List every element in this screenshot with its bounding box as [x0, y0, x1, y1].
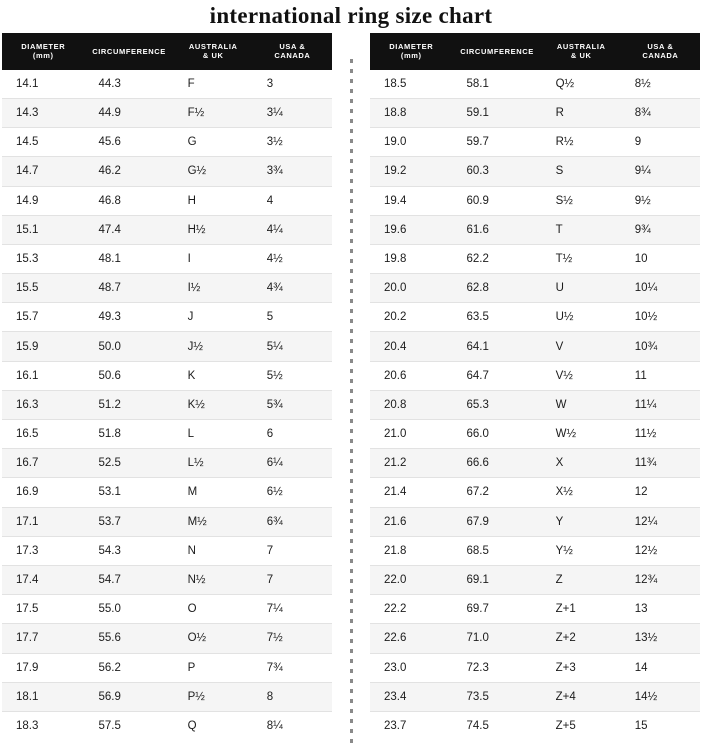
- cell-diameter: 19.4: [370, 186, 453, 215]
- column-header-diameter-sub: (mm): [32, 51, 54, 61]
- table-row: [370, 420, 700, 449]
- cell-diameter: 20.0: [370, 274, 453, 303]
- cell-diameter: 16.3: [2, 390, 85, 419]
- cell-circumference: 64.7: [453, 361, 542, 390]
- cell-diameter: 23.4: [370, 682, 453, 711]
- cell-usa-canada: 4¾: [253, 274, 332, 303]
- cell-australia-uk: R: [542, 98, 621, 127]
- cell-circumference: 54.7: [85, 565, 174, 594]
- table-row: [2, 507, 332, 536]
- table-row: [370, 682, 700, 711]
- table-row: [370, 128, 700, 157]
- cell-australia-uk: G: [174, 128, 253, 157]
- table-row: [370, 244, 700, 273]
- cell-australia-uk: H½: [174, 215, 253, 244]
- table-row: [2, 653, 332, 682]
- cell-usa-canada: 11: [621, 361, 700, 390]
- cell-diameter: 23.0: [370, 653, 453, 682]
- cell-australia-uk: Z+2: [542, 624, 621, 653]
- cell-australia-uk: P½: [174, 682, 253, 711]
- column-header-diameter-main: DIAMETER: [21, 42, 66, 51]
- cell-circumference: 64.1: [453, 332, 542, 361]
- cell-usa-canada: 7¾: [253, 653, 332, 682]
- column-header-australia-uk-sub: & UK: [570, 51, 592, 61]
- cell-circumference: 54.3: [85, 536, 174, 565]
- cell-diameter: 14.5: [2, 128, 85, 157]
- cell-diameter: 20.2: [370, 303, 453, 332]
- cell-diameter: 16.9: [2, 478, 85, 507]
- cell-usa-canada: 11½: [621, 420, 700, 449]
- right-table-wrap: [370, 33, 700, 740]
- table-row: [2, 274, 332, 303]
- cell-usa-canada: 8: [253, 682, 332, 711]
- cell-usa-canada: 9¼: [621, 157, 700, 186]
- cell-circumference: 63.5: [453, 303, 542, 332]
- table-row: [370, 390, 700, 419]
- cell-australia-uk: F: [174, 70, 253, 99]
- table-row: [2, 244, 332, 273]
- table-row: [2, 157, 332, 186]
- left-table-body: [2, 70, 332, 740]
- cell-diameter: 20.4: [370, 332, 453, 361]
- cell-usa-canada: 10½: [621, 303, 700, 332]
- cell-usa-canada: 13: [621, 595, 700, 624]
- header-row: [2, 33, 332, 70]
- column-header-australia-uk-main: AUSTRALIA: [188, 42, 238, 51]
- cell-circumference: 46.2: [85, 157, 174, 186]
- table-row: [370, 565, 700, 594]
- cell-usa-canada: 11¾: [621, 449, 700, 478]
- cell-usa-canada: 5¾: [253, 390, 332, 419]
- cell-diameter: 14.1: [2, 70, 85, 99]
- cell-australia-uk: T½: [542, 244, 621, 273]
- cell-diameter: 15.3: [2, 244, 85, 273]
- column-header-usa-canada-main: USA &: [279, 42, 306, 51]
- cell-diameter: 14.3: [2, 98, 85, 127]
- cell-australia-uk: U½: [542, 303, 621, 332]
- cell-diameter: 15.7: [2, 303, 85, 332]
- cell-usa-canada: 12½: [621, 536, 700, 565]
- cell-usa-canada: 4¼: [253, 215, 332, 244]
- cell-usa-canada: 3¼: [253, 98, 332, 127]
- cell-australia-uk: V½: [542, 361, 621, 390]
- cell-australia-uk: L½: [174, 449, 253, 478]
- column-header-usa-canada-sub: CANADA: [642, 51, 679, 61]
- cell-circumference: 61.6: [453, 215, 542, 244]
- cell-usa-canada: 4½: [253, 244, 332, 273]
- cell-circumference: 44.3: [85, 70, 174, 99]
- cell-usa-canada: 9: [621, 128, 700, 157]
- cell-usa-canada: 6: [253, 420, 332, 449]
- cell-australia-uk: M½: [174, 507, 253, 536]
- cell-circumference: 56.2: [85, 653, 174, 682]
- cell-australia-uk: R½: [542, 128, 621, 157]
- cell-australia-uk: Z+5: [555, 719, 576, 732]
- cell-diameter: 19.6: [370, 215, 453, 244]
- cell-usa-canada: 3: [253, 70, 332, 99]
- cell-diameter: 15.1: [2, 215, 85, 244]
- cell-circumference: 47.4: [85, 215, 174, 244]
- tables-container: [0, 33, 702, 749]
- cell-circumference: 57.5: [98, 719, 121, 732]
- cell-australia-uk: J: [174, 303, 253, 332]
- header-row: [370, 33, 700, 70]
- column-header-circumference-main: CIRCUMFERENCE: [460, 46, 534, 56]
- cell-usa-canada: 7¼: [253, 595, 332, 624]
- cell-australia-uk: Q½: [542, 70, 621, 99]
- cell-circumference: 62.8: [453, 274, 542, 303]
- cell-australia-uk: X: [542, 449, 621, 478]
- cell-australia-uk: V: [542, 332, 621, 361]
- column-header-australia-uk: [174, 33, 253, 70]
- table-row: [2, 186, 332, 215]
- cell-usa-canada: 8¼: [266, 719, 283, 732]
- vertical-dotted-divider: [344, 33, 358, 749]
- column-header-diameter-main: DIAMETER: [389, 42, 434, 51]
- cell-australia-uk: K½: [174, 390, 253, 419]
- table-row: [2, 682, 332, 711]
- table-row: [370, 186, 700, 215]
- table-row: [2, 478, 332, 507]
- cell-circumference: 44.9: [85, 98, 174, 127]
- cell-usa-canada: 7½: [253, 624, 332, 653]
- column-header-australia-uk: [542, 33, 621, 70]
- cell-circumference: 46.8: [85, 186, 174, 215]
- cell-circumference: 60.3: [453, 157, 542, 186]
- cell-diameter: 18.3: [16, 719, 39, 732]
- cell-australia-uk: N½: [174, 565, 253, 594]
- cell-circumference: 59.1: [453, 98, 542, 127]
- cell-circumference: 51.2: [85, 390, 174, 419]
- cell-diameter: 19.8: [370, 244, 453, 273]
- cell-circumference: 59.7: [453, 128, 542, 157]
- cell-usa-canada: 8¾: [621, 98, 700, 127]
- cell-circumference: 72.3: [453, 653, 542, 682]
- table-row: [2, 98, 332, 127]
- table-row: [2, 595, 332, 624]
- cell-diameter: 14.9: [2, 186, 85, 215]
- table-row: [370, 70, 700, 99]
- table-row: [370, 536, 700, 565]
- table-row: [370, 157, 700, 186]
- cell-australia-uk: Z: [542, 565, 621, 594]
- cell-diameter: 16.7: [2, 449, 85, 478]
- cell-diameter: 18.1: [2, 682, 85, 711]
- column-header-diameter-sub: (mm): [400, 51, 422, 61]
- cell-circumference: 62.2: [453, 244, 542, 273]
- cell-diameter: 17.4: [2, 565, 85, 594]
- table-row: [2, 536, 332, 565]
- cell-circumference: 60.9: [453, 186, 542, 215]
- cell-australia-uk: I½: [174, 274, 253, 303]
- cell-australia-uk: Q: [187, 719, 197, 732]
- cell-australia-uk: T: [542, 215, 621, 244]
- cell-circumference: 53.7: [85, 507, 174, 536]
- table-row: [370, 332, 700, 361]
- cell-circumference: 52.5: [85, 449, 174, 478]
- cell-diameter: 22.2: [370, 595, 453, 624]
- cell-circumference: 51.8: [85, 420, 174, 449]
- cell-australia-uk: N: [174, 536, 253, 565]
- table-row: [2, 711, 332, 740]
- cell-australia-uk: O: [174, 595, 253, 624]
- table-row: [2, 303, 332, 332]
- left-table-header: [2, 33, 332, 70]
- column-header-diameter: [370, 33, 453, 70]
- column-header-usa-canada: [621, 33, 700, 70]
- table-row: [370, 215, 700, 244]
- cell-circumference: 49.3: [85, 303, 174, 332]
- table-row: [370, 595, 700, 624]
- table-row: [2, 420, 332, 449]
- cell-diameter: 21.8: [370, 536, 453, 565]
- cell-australia-uk: S½: [542, 186, 621, 215]
- table-row: [2, 128, 332, 157]
- cell-australia-uk: I: [174, 244, 253, 273]
- cell-usa-canada: 5: [253, 303, 332, 332]
- cell-diameter: 14.7: [2, 157, 85, 186]
- cell-circumference: 56.9: [85, 682, 174, 711]
- table-row: [370, 98, 700, 127]
- cell-usa-canada: 10: [621, 244, 700, 273]
- cell-circumference: 50.6: [85, 361, 174, 390]
- column-header-usa-canada-main: USA &: [647, 42, 674, 51]
- cell-australia-uk: P: [174, 653, 253, 682]
- cell-usa-canada: 12: [621, 478, 700, 507]
- cell-usa-canada: 14: [621, 653, 700, 682]
- cell-diameter: 17.1: [2, 507, 85, 536]
- cell-australia-uk: Z+1: [542, 595, 621, 624]
- cell-australia-uk: M: [174, 478, 253, 507]
- table-row: [370, 711, 700, 740]
- cell-diameter: 19.2: [370, 157, 453, 186]
- ring-size-table-right: [370, 33, 700, 740]
- cell-circumference: 65.3: [453, 390, 542, 419]
- cell-diameter: 21.4: [370, 478, 453, 507]
- table-row: [370, 274, 700, 303]
- table-row: [2, 565, 332, 594]
- cell-australia-uk: W: [542, 390, 621, 419]
- cell-australia-uk: X½: [542, 478, 621, 507]
- cell-diameter: 15.5: [2, 274, 85, 303]
- cell-usa-canada: 14½: [621, 682, 700, 711]
- cell-australia-uk: O½: [174, 624, 253, 653]
- cell-circumference: 74.5: [466, 719, 489, 732]
- cell-usa-canada: 6¼: [253, 449, 332, 478]
- column-header-australia-uk-sub: & UK: [202, 51, 224, 61]
- cell-australia-uk: J½: [174, 332, 253, 361]
- table-row: [2, 332, 332, 361]
- cell-usa-canada: 8½: [621, 70, 700, 99]
- cell-diameter: 22.0: [370, 565, 453, 594]
- cell-circumference: 69.1: [453, 565, 542, 594]
- table-row: [370, 478, 700, 507]
- cell-usa-canada: 10¼: [621, 274, 700, 303]
- cell-diameter: 21.2: [370, 449, 453, 478]
- cell-circumference: 66.0: [453, 420, 542, 449]
- cell-diameter: 18.5: [370, 70, 453, 99]
- cell-usa-canada: 6¾: [253, 507, 332, 536]
- cell-usa-canada: 4: [253, 186, 332, 215]
- ring-size-chart-page: [0, 3, 702, 750]
- cell-diameter: 17.5: [2, 595, 85, 624]
- cell-diameter: 17.7: [2, 624, 85, 653]
- cell-diameter: 22.6: [370, 624, 453, 653]
- left-table-wrap: [2, 33, 332, 740]
- table-row: [2, 390, 332, 419]
- column-header-circumference: [453, 33, 542, 70]
- cell-diameter: 16.1: [2, 361, 85, 390]
- cell-usa-canada: 5½: [253, 361, 332, 390]
- cell-diameter: 19.0: [370, 128, 453, 157]
- cell-australia-uk: K: [174, 361, 253, 390]
- cell-usa-canada: 15: [634, 719, 648, 732]
- cell-usa-canada: 7: [253, 536, 332, 565]
- cell-diameter: 17.3: [2, 536, 85, 565]
- cell-usa-canada: 12¾: [621, 565, 700, 594]
- table-row: [370, 361, 700, 390]
- table-row: [2, 215, 332, 244]
- cell-diameter: 15.9: [2, 332, 85, 361]
- page-title: international ring size chart: [209, 3, 493, 28]
- cell-usa-canada: 12¼: [621, 507, 700, 536]
- cell-diameter: 16.5: [2, 420, 85, 449]
- table-row: [370, 653, 700, 682]
- column-header-australia-uk-main: AUSTRALIA: [556, 42, 606, 51]
- column-header-circumference-main: CIRCUMFERENCE: [92, 46, 166, 56]
- cell-circumference: 50.0: [85, 332, 174, 361]
- cell-usa-canada: 5¼: [253, 332, 332, 361]
- cell-australia-uk: Z+4: [542, 682, 621, 711]
- cell-diameter: 21.0: [370, 420, 453, 449]
- cell-usa-canada: 3¾: [253, 157, 332, 186]
- cell-diameter: 18.8: [370, 98, 453, 127]
- cell-circumference: 48.7: [85, 274, 174, 303]
- cell-australia-uk: H: [174, 186, 253, 215]
- table-row: [370, 624, 700, 653]
- dotted-line: [350, 59, 353, 749]
- column-header-diameter: [2, 33, 85, 70]
- cell-circumference: 45.6: [85, 128, 174, 157]
- table-row: [2, 624, 332, 653]
- cell-usa-canada: 9½: [621, 186, 700, 215]
- cell-circumference: 68.5: [453, 536, 542, 565]
- cell-usa-canada: 9¾: [621, 215, 700, 244]
- cell-australia-uk: S: [542, 157, 621, 186]
- cell-circumference: 73.5: [453, 682, 542, 711]
- cell-circumference: 67.9: [453, 507, 542, 536]
- cell-diameter: 20.8: [370, 390, 453, 419]
- cell-diameter: 20.6: [370, 361, 453, 390]
- cell-circumference: 71.0: [453, 624, 542, 653]
- table-row: [2, 449, 332, 478]
- cell-circumference: 55.6: [85, 624, 174, 653]
- cell-usa-canada: 10¾: [621, 332, 700, 361]
- cell-australia-uk: L: [174, 420, 253, 449]
- cell-diameter: 17.9: [2, 653, 85, 682]
- cell-circumference: 55.0: [85, 595, 174, 624]
- cell-australia-uk: F½: [174, 98, 253, 127]
- cell-diameter: 23.7: [384, 719, 407, 732]
- table-row: [370, 449, 700, 478]
- column-header-circumference: [85, 33, 174, 70]
- table-row: [2, 361, 332, 390]
- column-header-usa-canada-sub: CANADA: [274, 51, 311, 61]
- table-row: [2, 70, 332, 99]
- cell-diameter: 21.6: [370, 507, 453, 536]
- column-header-usa-canada: [253, 33, 332, 70]
- cell-australia-uk: W½: [542, 420, 621, 449]
- cell-usa-canada: 11¼: [621, 390, 700, 419]
- cell-circumference: 58.1: [453, 70, 542, 99]
- cell-circumference: 48.1: [85, 244, 174, 273]
- ring-size-table-left: [2, 33, 332, 740]
- cell-australia-uk: U: [542, 274, 621, 303]
- cell-circumference: 66.6: [453, 449, 542, 478]
- cell-circumference: 53.1: [85, 478, 174, 507]
- cell-australia-uk: Z+3: [542, 653, 621, 682]
- cell-usa-canada: 3½: [253, 128, 332, 157]
- cell-usa-canada: 6½: [253, 478, 332, 507]
- cell-australia-uk: Y½: [542, 536, 621, 565]
- cell-australia-uk: Y: [542, 507, 621, 536]
- right-table-body: [370, 70, 700, 740]
- cell-australia-uk: G½: [174, 157, 253, 186]
- cell-usa-canada: 13½: [621, 624, 700, 653]
- table-row: [370, 303, 700, 332]
- cell-circumference: 69.7: [453, 595, 542, 624]
- cell-circumference: 67.2: [453, 478, 542, 507]
- cell-usa-canada: 7: [253, 565, 332, 594]
- table-row: [370, 507, 700, 536]
- right-table-header: [370, 33, 700, 70]
